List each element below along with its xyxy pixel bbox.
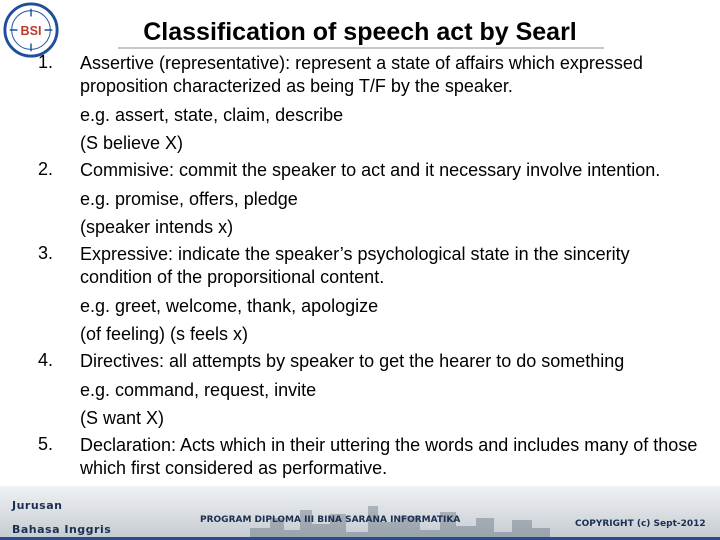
item-example: e.g. promise, offers, pledge xyxy=(80,189,298,209)
footer-left-line2: Bahasa Inggris xyxy=(12,523,112,536)
logo-text: BSI xyxy=(20,23,42,38)
list-item-assertive xyxy=(0,50,720,157)
footer-banner xyxy=(0,486,720,540)
list-item-expressive xyxy=(0,241,720,348)
title-underline xyxy=(118,47,604,49)
footer-left-line1: Jurusan xyxy=(12,499,63,512)
item-text: Directives: all attempts by speaker to get the hearer to do something xyxy=(80,351,625,371)
list-item-commisive xyxy=(0,157,720,241)
item-formula: (S believe X) xyxy=(80,133,184,153)
item-number: 2. xyxy=(38,159,54,179)
item-number: 4. xyxy=(38,350,54,370)
item-text: Expressive: indicate the speaker’s psychological state in the sincerity condition of the proporsitional content. xyxy=(80,244,630,287)
item-example: e.g. command, request, invite xyxy=(80,380,317,400)
footer-program: PROGRAM DIPLOMA III BINA SARANA INFORMATIKA xyxy=(200,515,461,525)
classification-list xyxy=(0,50,720,480)
list-item-directives xyxy=(0,348,720,432)
list-item-declaration xyxy=(0,432,720,480)
item-formula: (of feeling) (s feels x) xyxy=(80,324,249,344)
item-example: e.g. greet, welcome, thank, apologize xyxy=(80,296,379,316)
item-formula: (S want X) xyxy=(80,408,165,428)
item-example: e.g. assert, state, claim, describe xyxy=(80,105,344,125)
item-number: 3. xyxy=(38,243,54,263)
footer-department xyxy=(12,494,111,540)
item-text: Assertive (representative): represent a state of affairs which expressed proposition characterized as being T/F by the speaker. xyxy=(80,53,643,96)
footer-copyright: COPYRIGHT (c) Sept-2012 xyxy=(575,519,706,529)
item-number: 1. xyxy=(38,52,54,72)
item-formula: (speaker intends x) xyxy=(80,217,234,237)
item-number: 5. xyxy=(38,434,54,454)
item-text: Declaration: Acts which in their uttering the words and includes many of those which first considered as performative. xyxy=(80,435,698,478)
item-text: Commisive: commit the speaker to act and it necessary involve intention. xyxy=(80,160,661,180)
slide-title: Classification of speech act by Searl xyxy=(143,18,577,46)
